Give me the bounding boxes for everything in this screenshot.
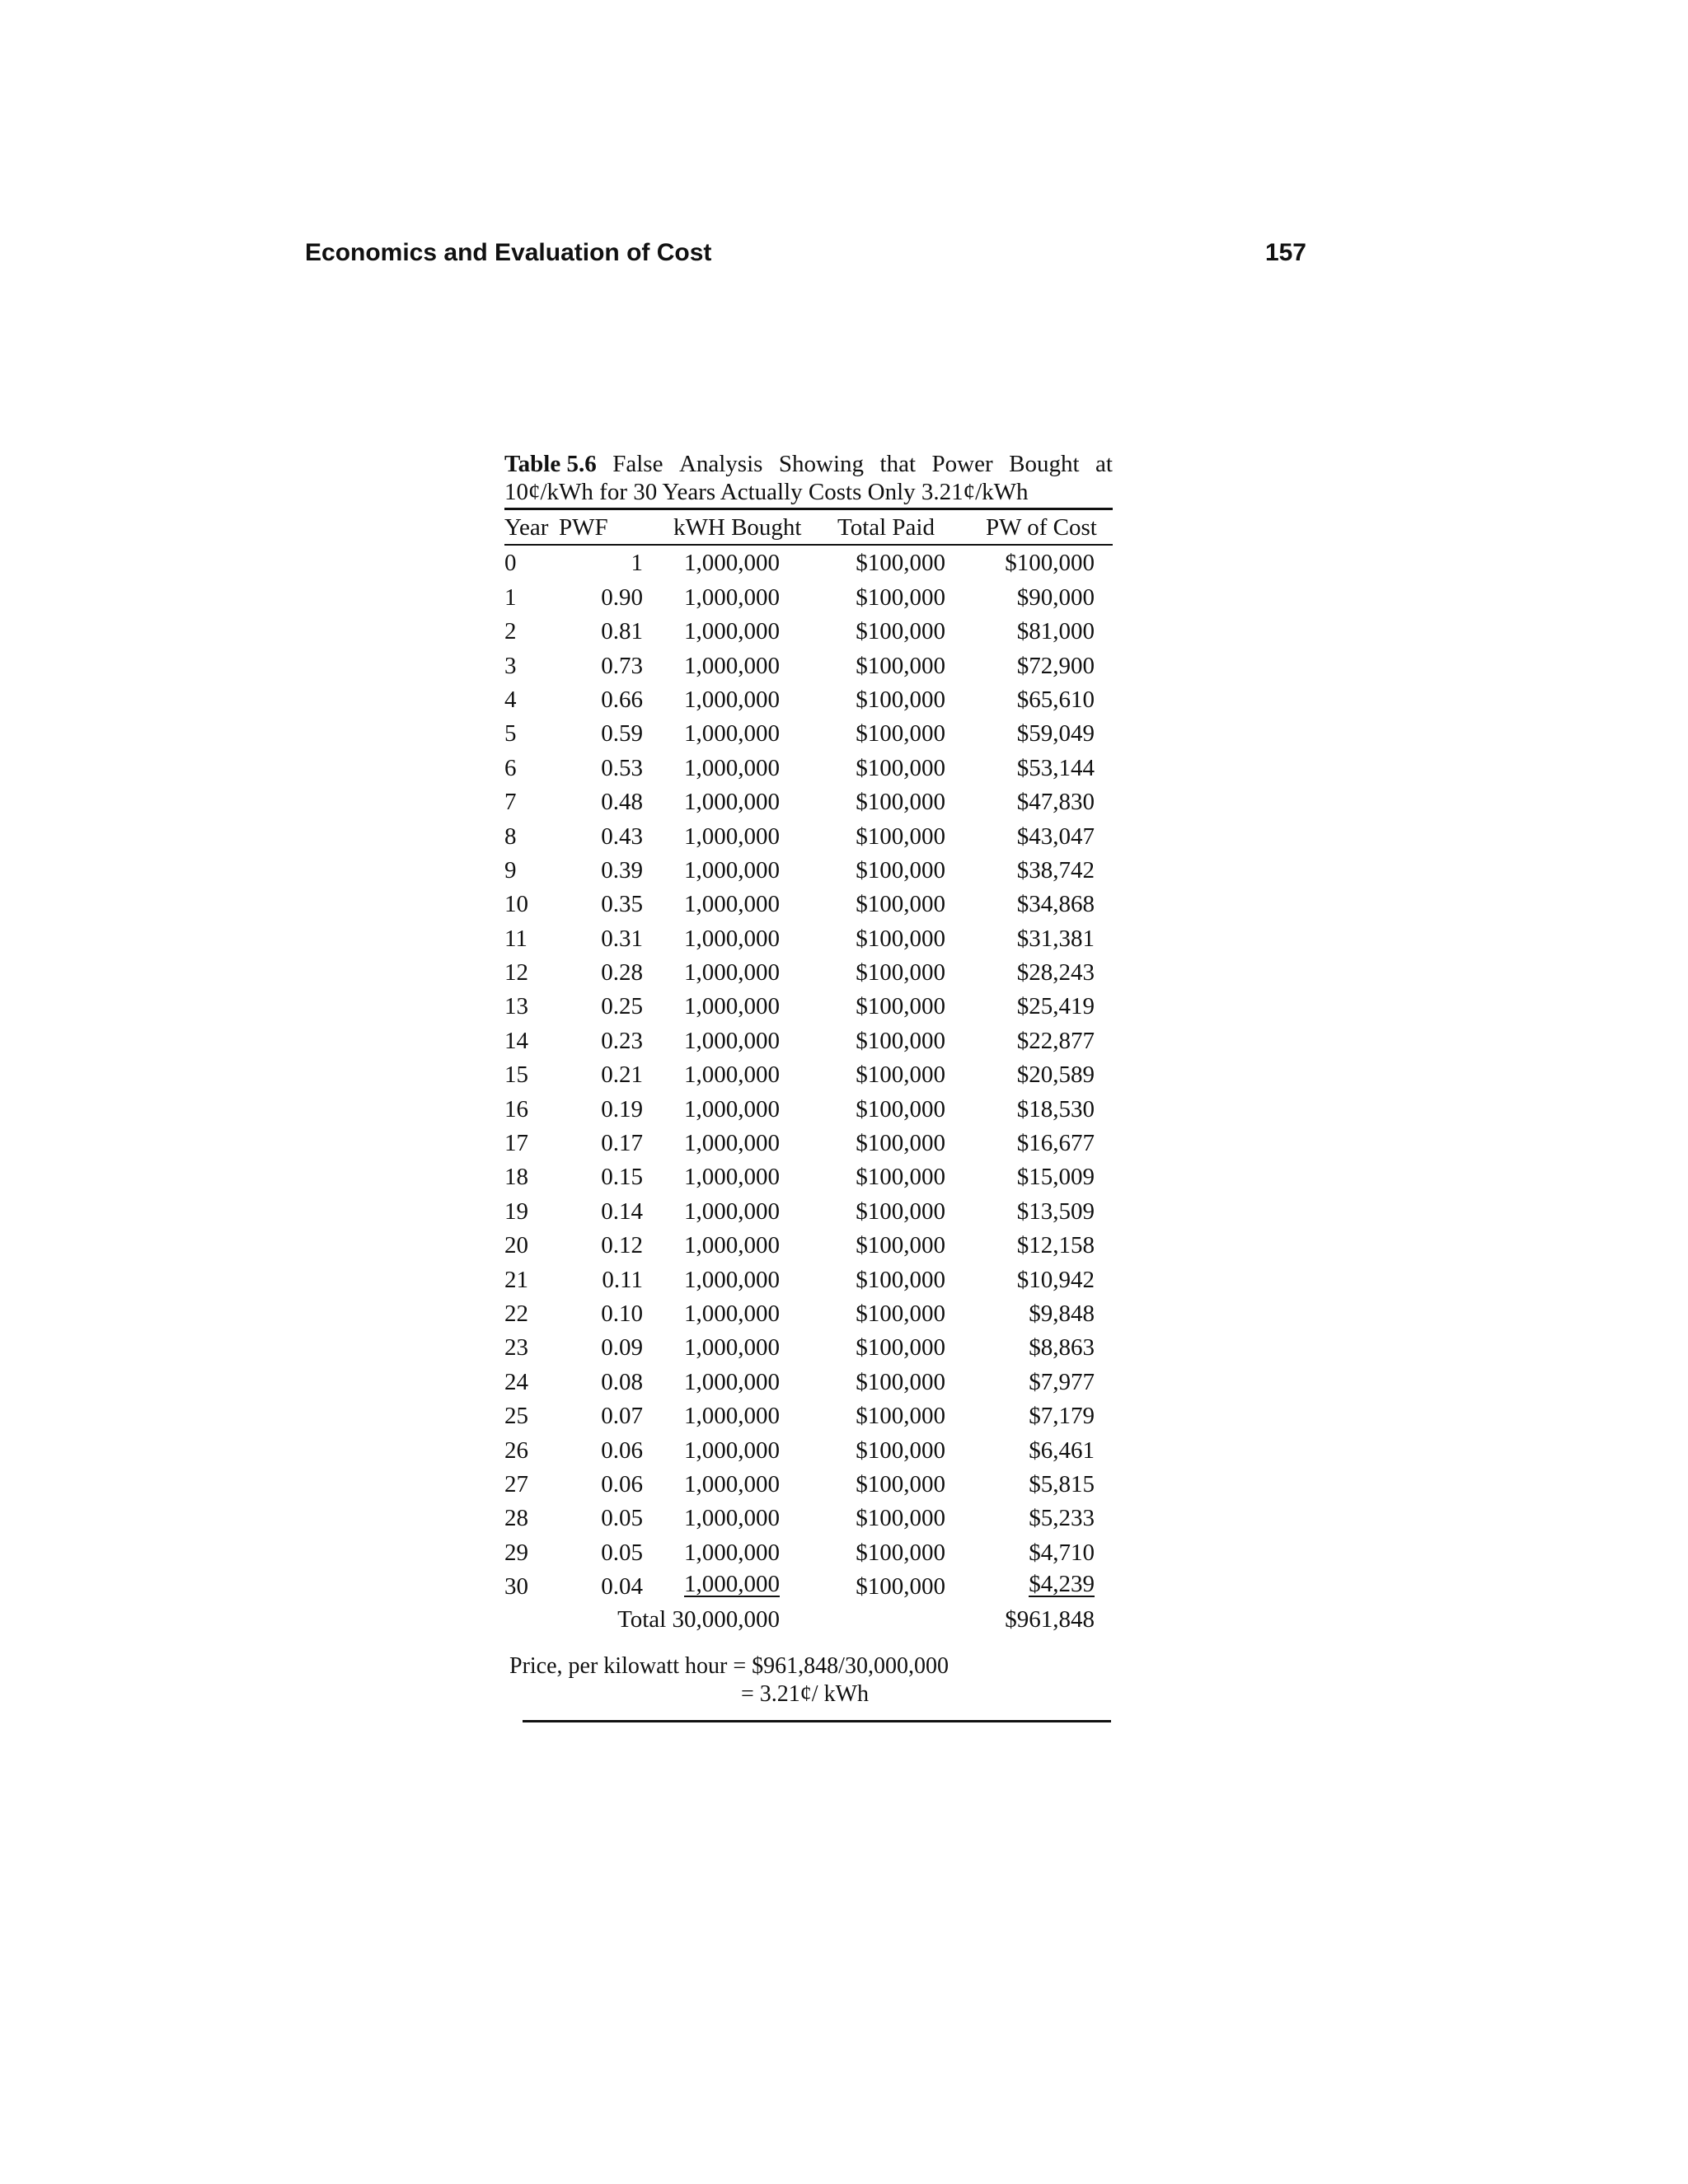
cell-total-paid: $100,000	[856, 1505, 945, 1532]
cell-kwh-bought: 1,000,000	[684, 1027, 780, 1054]
table-row	[504, 1399, 1113, 1432]
cell-kwh-bought: 1,000,000	[684, 1539, 780, 1566]
header-kwh-bought: kWH Bought	[673, 514, 802, 541]
cell-pw-of-cost: $16,677	[1016, 1130, 1095, 1157]
table-row	[504, 1092, 1113, 1126]
table-row	[504, 682, 1113, 716]
table-row	[504, 580, 1113, 614]
cell-total-paid: $100,000	[856, 1027, 945, 1054]
cell-kwh-bought: 1,000,000	[684, 891, 780, 918]
header-year: Year	[504, 514, 549, 541]
cell-pw-of-cost: $12,158	[1016, 1232, 1095, 1259]
running-head	[305, 239, 1306, 279]
cell-kwh-bought: 1,000,000	[684, 959, 780, 987]
cell-kwh-bought: 1,000,000	[684, 1436, 780, 1464]
cell-kwh-bought: 1,000,000	[684, 1095, 780, 1122]
cell-kwh-bought: 1,000,000	[684, 1164, 780, 1191]
cell-kwh-bought: 1,000,000	[684, 1368, 780, 1395]
cell-total-paid: $100,000	[856, 1436, 945, 1464]
table-row	[504, 1228, 1113, 1262]
cell-pwf: 0.07	[601, 1403, 643, 1430]
caption-word: that	[879, 451, 917, 477]
table-row	[504, 1160, 1113, 1193]
cell-pwf: 0.12	[601, 1232, 643, 1259]
table-row	[504, 1024, 1113, 1057]
caption-line-2: 10¢/kWh for 30 Years Actually Costs Only 3.21¢/kWh	[504, 479, 1029, 505]
cell-pwf: 0.73	[601, 652, 643, 679]
cell-total-paid: $100,000	[856, 686, 945, 713]
table-row	[504, 853, 1113, 887]
cell-kwh-bought: 1,000,000	[684, 1197, 780, 1225]
table-row	[504, 887, 1113, 921]
cell-pwf: 0.08	[601, 1368, 643, 1395]
cell-total-paid: $100,000	[856, 1334, 945, 1361]
cell-year: 30	[504, 1573, 528, 1601]
table-row	[504, 1501, 1113, 1535]
header-pw-of-cost: PW of Cost	[986, 514, 1097, 541]
caption-line-1	[504, 450, 1113, 478]
header-pwf: PWF	[559, 514, 608, 541]
table-row	[504, 785, 1113, 818]
caption-word: Showing	[778, 451, 865, 477]
table-row	[504, 1057, 1113, 1091]
cell-pwf: 0.35	[601, 891, 643, 918]
cell-pw-of-cost: $28,243	[1016, 959, 1095, 987]
cell-pw-of-cost: $5,815	[1029, 1470, 1095, 1497]
cell-pwf: 0.48	[601, 789, 643, 816]
cell-pwf: 0.23	[601, 1027, 643, 1054]
caption-label: Table 5.6	[504, 451, 597, 477]
page-number: 157	[1264, 239, 1306, 266]
cell-kwh-bought: 1,000,000	[684, 652, 780, 679]
cell-year: 7	[504, 789, 517, 816]
cell-total-paid: $100,000	[856, 1539, 945, 1566]
cell-kwh-bought: 1,000,000	[684, 823, 780, 850]
table-block	[504, 450, 1113, 1718]
cell-pwf: 0.43	[601, 823, 643, 850]
total-pw-of-cost: $961,848	[1005, 1605, 1095, 1633]
cell-kwh-bought: 1,000,000	[684, 1062, 780, 1089]
cell-pwf: 0.05	[601, 1539, 643, 1566]
cell-total-paid: $100,000	[856, 856, 945, 883]
cell-pw-of-cost: $100,000	[1005, 550, 1095, 577]
cell-year: 19	[504, 1197, 528, 1225]
cell-pw-of-cost: $4,710	[1029, 1539, 1095, 1566]
table-row	[504, 955, 1113, 989]
cell-year: 1	[504, 583, 517, 611]
cell-pwf: 0.53	[601, 754, 643, 781]
cell-total-paid: $100,000	[856, 1266, 945, 1293]
cell-kwh-bought: 1,000,000	[684, 583, 780, 611]
cell-kwh-bought: 1,000,000	[684, 1505, 780, 1532]
cell-kwh-bought: 1,000,000	[684, 1403, 780, 1430]
cell-pw-of-cost: $47,830	[1016, 789, 1095, 816]
running-head-title: Economics and Evaluation of Cost	[305, 239, 712, 266]
table-row	[504, 1263, 1113, 1296]
cell-total-paid: $100,000	[856, 1470, 945, 1497]
cell-pwf: 0.17	[601, 1130, 643, 1157]
cell-pwf: 0.10	[601, 1300, 643, 1327]
cell-total-paid: $100,000	[856, 1232, 945, 1259]
cell-total-paid: $100,000	[856, 1368, 945, 1395]
cell-pwf: 0.06	[601, 1470, 643, 1497]
total-kwh: Total 30,000,000	[617, 1605, 780, 1633]
cell-total-paid: $100,000	[856, 754, 945, 781]
cell-year: 0	[504, 550, 517, 577]
cell-year: 24	[504, 1368, 528, 1395]
cell-kwh-bought: 1,000,000	[684, 1266, 780, 1293]
table-row	[504, 1126, 1113, 1160]
cell-kwh-bought: 1,000,000	[684, 618, 780, 645]
table-caption	[504, 450, 1113, 506]
cell-pw-of-cost: $18,530	[1016, 1095, 1095, 1122]
cell-total-paid: $100,000	[856, 891, 945, 918]
cell-total-paid: $100,000	[856, 1164, 945, 1191]
table-row	[504, 921, 1113, 955]
cell-pw-of-cost: $7,977	[1029, 1368, 1095, 1395]
cell-pw-of-cost: $43,047	[1016, 823, 1095, 850]
caption-word: False	[612, 451, 663, 477]
table-row	[504, 1296, 1113, 1330]
cell-year: 17	[504, 1130, 528, 1157]
cell-pwf: 1	[631, 550, 643, 577]
cell-pwf: 0.59	[601, 720, 643, 748]
cell-year: 20	[504, 1232, 528, 1259]
cell-year: 13	[504, 993, 528, 1020]
table-row	[504, 1467, 1113, 1501]
price-formula	[504, 1652, 1113, 1718]
cell-kwh-bought: 1,000,000	[684, 925, 780, 952]
cell-total-paid: $100,000	[856, 925, 945, 952]
table-header-row	[504, 510, 1113, 544]
cell-pwf: 0.09	[601, 1334, 643, 1361]
cell-year: 14	[504, 1027, 528, 1054]
cell-year: 16	[504, 1095, 528, 1122]
formula-line-1: Price, per kilowatt hour = $961,848/30,000,000	[509, 1652, 949, 1679]
cell-year: 11	[504, 925, 528, 952]
cell-year: 3	[504, 652, 517, 679]
total-row	[504, 1604, 1113, 1638]
cell-pw-of-cost: $10,942	[1016, 1266, 1095, 1293]
table-row	[504, 546, 1113, 579]
cell-pwf: 0.19	[601, 1095, 643, 1122]
cell-total-paid: $100,000	[856, 583, 945, 611]
cell-pw-of-cost: $25,419	[1016, 993, 1095, 1020]
cell-kwh-bought: 1,000,000	[684, 550, 780, 577]
cell-total-paid: $100,000	[856, 789, 945, 816]
cell-pw-of-cost: $13,509	[1016, 1197, 1095, 1225]
cell-pwf: 0.15	[601, 1164, 643, 1191]
cell-pw-of-cost: $65,610	[1016, 686, 1095, 713]
cell-pwf: 0.06	[601, 1436, 643, 1464]
data-table	[504, 510, 1113, 1638]
cell-kwh-bought: 1,000,000	[684, 1334, 780, 1361]
cell-pwf: 0.21	[601, 1062, 643, 1089]
cell-kwh-bought: 1,000,000	[684, 1470, 780, 1497]
cell-total-paid: $100,000	[856, 720, 945, 748]
cell-total-paid: $100,000	[856, 1062, 945, 1089]
table-row	[504, 1330, 1113, 1364]
cell-year: 4	[504, 686, 517, 713]
table-row	[504, 614, 1113, 648]
cell-pw-of-cost: $4,239	[1029, 1571, 1095, 1598]
cell-total-paid: $100,000	[856, 652, 945, 679]
cell-total-paid: $100,000	[856, 618, 945, 645]
header-total-paid: Total Paid	[837, 514, 935, 541]
cell-kwh-bought: 1,000,000	[684, 789, 780, 816]
cell-kwh-bought: 1,000,000	[684, 993, 780, 1020]
cell-year: 26	[504, 1436, 528, 1464]
cell-year: 8	[504, 823, 517, 850]
cell-pw-of-cost: $8,863	[1029, 1334, 1095, 1361]
cell-year: 23	[504, 1334, 528, 1361]
caption-word: Bought	[1009, 451, 1080, 477]
cell-pwf: 0.04	[601, 1573, 643, 1601]
cell-pw-of-cost: $81,000	[1016, 618, 1095, 645]
table-row	[504, 649, 1113, 682]
table-body	[504, 546, 1113, 1603]
cell-year: 22	[504, 1300, 528, 1327]
cell-year: 9	[504, 856, 517, 883]
cell-year: 12	[504, 959, 528, 987]
cell-total-paid: $100,000	[856, 1095, 945, 1122]
cell-pwf: 0.39	[601, 856, 643, 883]
cell-total-paid: $100,000	[856, 1130, 945, 1157]
caption-word: Power	[931, 451, 993, 477]
cell-pw-of-cost: $90,000	[1016, 583, 1095, 611]
cell-pwf: 0.28	[601, 959, 643, 987]
caption-word: at	[1095, 451, 1113, 477]
cell-year: 10	[504, 891, 528, 918]
cell-pwf: 0.66	[601, 686, 643, 713]
cell-kwh-bought: 1,000,000	[684, 720, 780, 748]
cell-year: 29	[504, 1539, 528, 1566]
cell-kwh-bought: 1,000,000	[684, 1130, 780, 1157]
cell-year: 2	[504, 618, 517, 645]
cell-pw-of-cost: $6,461	[1029, 1436, 1095, 1464]
cell-pwf: 0.25	[601, 993, 643, 1020]
cell-total-paid: $100,000	[856, 1573, 945, 1601]
cell-pw-of-cost: $72,900	[1016, 652, 1095, 679]
table-bottom-rule	[523, 1720, 1111, 1722]
cell-pw-of-cost: $5,233	[1029, 1505, 1095, 1532]
cell-year: 18	[504, 1164, 528, 1191]
cell-kwh-bought: 1,000,000	[684, 1232, 780, 1259]
cell-year: 25	[504, 1403, 528, 1430]
formula-line-2: = 3.21¢/ kWh	[741, 1680, 869, 1707]
cell-kwh-bought: 1,000,000	[684, 754, 780, 781]
table-row	[504, 989, 1113, 1023]
cell-pw-of-cost: $34,868	[1016, 891, 1095, 918]
cell-pw-of-cost: $7,179	[1029, 1403, 1095, 1430]
cell-total-paid: $100,000	[856, 1403, 945, 1430]
cell-pw-of-cost: $9,848	[1029, 1300, 1095, 1327]
cell-pwf: 0.90	[601, 583, 643, 611]
table-row	[504, 751, 1113, 785]
cell-pwf: 0.11	[602, 1266, 643, 1293]
cell-year: 27	[504, 1470, 528, 1497]
cell-pwf: 0.05	[601, 1505, 643, 1532]
cell-kwh-bought: 1,000,000	[684, 686, 780, 713]
table-row	[504, 1433, 1113, 1467]
table-row	[504, 1194, 1113, 1228]
table-row	[504, 1535, 1113, 1569]
cell-kwh-bought: 1,000,000	[684, 1300, 780, 1327]
cell-kwh-bought: 1,000,000	[684, 856, 780, 883]
cell-total-paid: $100,000	[856, 993, 945, 1020]
cell-pwf: 0.31	[601, 925, 643, 952]
cell-total-paid: $100,000	[856, 1300, 945, 1327]
cell-year: 21	[504, 1266, 528, 1293]
cell-year: 28	[504, 1505, 528, 1532]
table-row	[504, 1365, 1113, 1399]
cell-kwh-bought: 1,000,000	[684, 1571, 780, 1598]
cell-total-paid: $100,000	[856, 550, 945, 577]
table-row	[504, 716, 1113, 750]
cell-year: 15	[504, 1062, 528, 1089]
cell-total-paid: $100,000	[856, 959, 945, 987]
caption-word: Analysis	[678, 451, 763, 477]
cell-pw-of-cost: $59,049	[1016, 720, 1095, 748]
cell-pw-of-cost: $53,144	[1016, 754, 1095, 781]
cell-total-paid: $100,000	[856, 823, 945, 850]
table-row	[504, 1569, 1113, 1603]
cell-pwf: 0.14	[601, 1197, 643, 1225]
cell-pw-of-cost: $38,742	[1016, 856, 1095, 883]
cell-pw-of-cost: $20,589	[1016, 1062, 1095, 1089]
cell-total-paid: $100,000	[856, 1197, 945, 1225]
table-row	[504, 819, 1113, 853]
cell-pw-of-cost: $15,009	[1016, 1164, 1095, 1191]
cell-pw-of-cost: $22,877	[1016, 1027, 1095, 1054]
cell-year: 5	[504, 720, 517, 748]
cell-pwf: 0.81	[601, 618, 643, 645]
cell-pw-of-cost: $31,381	[1016, 925, 1095, 952]
cell-year: 6	[504, 754, 517, 781]
